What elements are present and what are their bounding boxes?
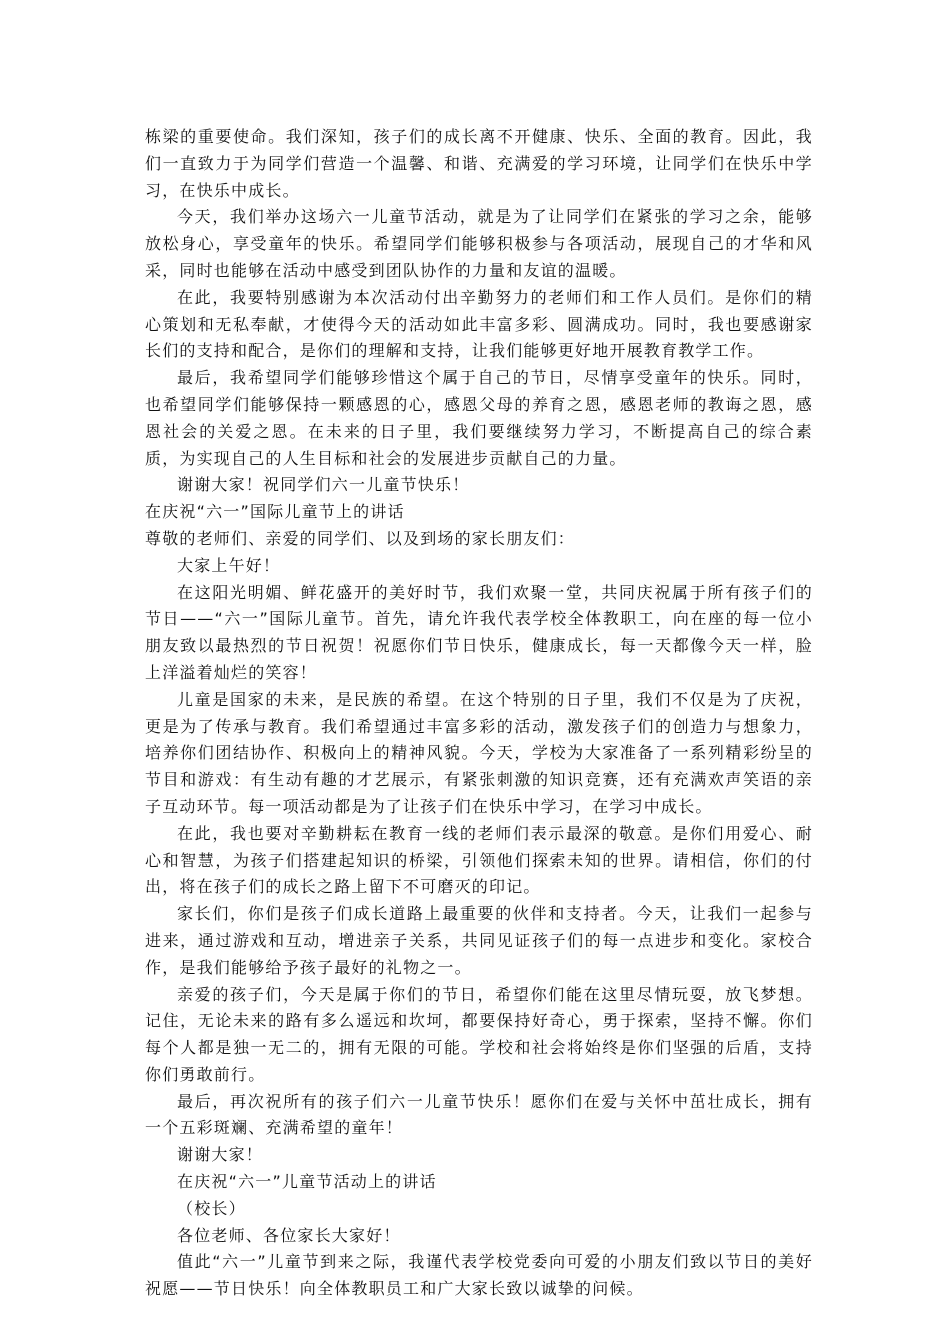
paragraph: 在此，我也要对辛勤耕耘在教育一线的老师们表示最深的敬意。是你们用爱心、耐心和智慧，为孩子们搭建起知识的桥梁，引领他们探索未知的世界。请相信，你们的付出，将在孩子们的成长之路上留下不可磨灭的印记。 [145, 823, 813, 897]
salutation: 尊敬的老师们、亲爱的同学们、以及到场的家长朋友们： [145, 528, 576, 548]
paragraph: 今天，我们举办这场六一儿童节活动，就是为了让同学们在紧张的学习之余，能够放松身心，享受童年的快乐。希望同学们能够积极参与各项活动，展现自己的才华和风采，同时也能够在活动中感受到团队协作的力量和友谊的温暖。 [145, 207, 813, 280]
speech-title: 在庆祝“六一”国际儿童节上的讲话 [145, 502, 405, 522]
paragraph: 在这阳光明媚、鲜花盛开的美好时节，我们欢聚一堂，共同庆祝属于所有孩子们的节日——“六一”国际儿童节。首先，请允许我代表学校全体教职工，向在座的每一位小朋友致以最热烈的节日祝贺！祝愿你们节日快乐，健康成长，每一天都像今天一样，脸上洋溢着灿烂的笑容！ [145, 582, 813, 682]
paragraph: 最后，再次祝所有的孩子们六一儿童节快乐！愿你们在爱与关怀中茁壮成长，拥有一个五彩斑斓、充满希望的童年！ [145, 1091, 813, 1138]
paragraph: 栋梁的重要使命。我们深知，孩子们的成长离不开健康、快乐、全面的教育。因此，我们一直致力于为同学们营造一个温馨、和谐、充满爱的学习环境，让同学们在快乐中学习，在快乐中成长。 [145, 127, 813, 200]
paragraph: 亲爱的孩子们，今天是属于你们的节日，希望你们能在这里尽情玩耍，放飞梦想。记住，无论未来的路有多么遥远和坎坷，都要保持好奇心，勇于探索，坚持不懈。你们每个人都是独一无二的，拥有无限的可能。学校和社会将始终是你们坚强的后盾，支持你们勇敢前行。 [145, 984, 813, 1084]
paragraph: 值此“六一”儿童节到来之际，我谨代表学校党委向可爱的小朋友们致以节日的美好祝愿——节日快乐！向全体教职员工和广大家长致以诚挚的问候。 [145, 1252, 813, 1299]
speech-title: 在庆祝“六一”儿童节活动上的讲话 [177, 1172, 437, 1192]
greeting: 各位老师、各位家长大家好！ [177, 1225, 401, 1245]
paragraph: 在此，我要特别感谢为本次活动付出辛勤努力的老师们和工作人员们。是你们的精心策划和无私奉献，才使得今天的活动如此丰富多彩、圆满成功。同时，我也要感谢家长们的支持和配合，是你们的理解和支持，让我们能够更好地开展教育教学工作。 [145, 287, 813, 361]
greeting: 大家上午好！ [177, 555, 281, 575]
closing-line: 谢谢大家！祝同学们六一儿童节快乐！ [177, 475, 470, 495]
document-page [145, 124, 813, 1303]
paragraph: 儿童是国家的未来，是民族的希望。在这个特别的日子里，我们不仅是为了庆祝，更是为了传承与教育。我们希望通过丰富多彩的活动，激发孩子们的创造力与想象力，培养你们团结协作、积极向上的精神风貌。今天，学校为大家准备了一系列精彩纷呈的节目和游戏：有生动有趣的才艺展示，有紧张刺激的知识竞赛，还有充满欢声笑语的亲子互动环节。每一项活动都是为了让孩子们在快乐中学习，在学习中成长。 [145, 689, 813, 816]
speaker-role: （校长） [177, 1198, 246, 1218]
paragraph: 最后，我希望同学们能够珍惜这个属于自己的节日，尽情享受童年的快乐。同时，也希望同学们能够保持一颗感恩的心，感恩父母的养育之恩，感恩老师的教诲之恩，感恩社会的关爱之恩。在未来的日子里，我们要继续努力学习，不断提高自己的综合素质，为实现自己的人生目标和社会的发展进步贡献自己的力量。 [145, 368, 813, 468]
closing-line: 谢谢大家！ [177, 1145, 264, 1165]
paragraph: 家长们，你们是孩子们成长道路上最重要的伙伴和支持者。今天，让我们一起参与进来，通过游戏和互动，增进亲子关系，共同见证孩子们的每一点进步和变化。家校合作，是我们能够给予孩子最好的礼物之一。 [145, 904, 813, 977]
